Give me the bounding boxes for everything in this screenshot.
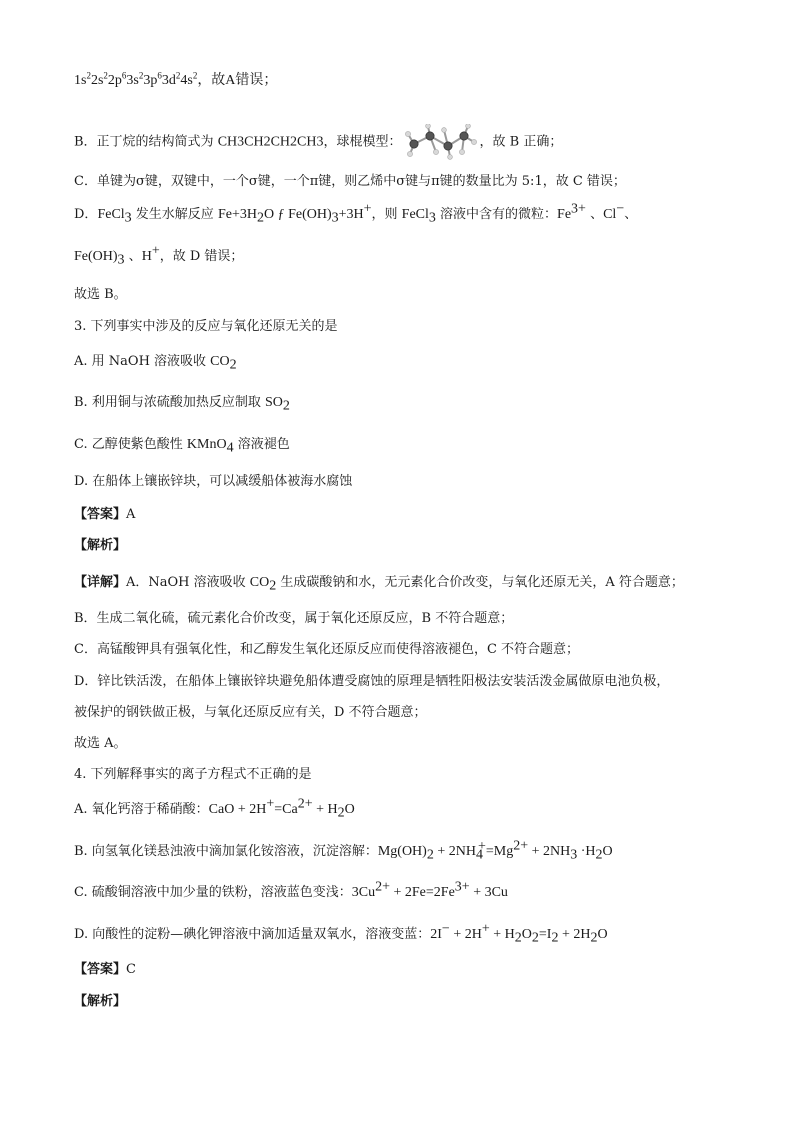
q3-option-c: C. 乙醇使紫色酸性 KMnO$_4$ 溶液褪色: [74, 437, 290, 456]
option-b-explanation: B．正丁烷的结构简式为 CH3CH2CH2CH3，球棍模型： ，故 B 正确；: [74, 124, 562, 160]
choose-b: 故选 B。: [74, 287, 127, 302]
q4-option-b: B. 向氢氧化镁悬浊液中滴加氯化铵溶液，沉淀溶解：$Mg(OH)_2 + 2NH_4^+=Mg^{2+} + 2NH_3 \cdot H_2O$: [74, 838, 613, 863]
q3-detail-c: C．高锰酸钾具有强氧化性，和乙醇发生氧化还原反应而使得溶液褪色，C 不符合题意；: [74, 642, 580, 657]
q3-choose: 故选 A。: [74, 736, 127, 751]
q4-option-a: A. 氧化钙溶于稀硝酸：CaO + $2H^+=Ca^{2+} + H_2O$: [74, 796, 355, 821]
q4-option-c: C. 硫酸铜溶液中加少量的铁粉，溶液蓝色变浅：$3Cu^{2+} + 2Fe=2Fe^{3+} + 3Cu$: [74, 879, 508, 900]
option-d-explanation-line1: D．FeCl$_3$ 发生水解反应 $Fe+3H_2O$ ƒ $Fe(OH)_3+3H^+$，则 FeCl$_3$ 溶液中含有的微粒：$Fe^{3+}$ 、Cl−、: [74, 201, 638, 226]
q4-stem: 4. 下列解释事实的离子方程式不正确的是: [74, 767, 312, 782]
q3-option-a: A. 用 NaOH 溶液吸收 $CO_2$: [74, 354, 237, 373]
q3-option-b: B. 利用铜与浓硫酸加热反应制取 $SO_2$: [74, 395, 290, 414]
q3-detail-d-line1: D．锌比铁活泼，在船体上镶嵌锌块避免船体遭受腐蚀的原理是牺牲阳极法安装活泼金属做原电池负极，: [74, 674, 670, 689]
q3-option-d: D. 在船体上镶嵌锌块，可以减缓船体被海水腐蚀: [74, 474, 353, 489]
q4-analysis-tag: 【解析】: [74, 994, 127, 1009]
q4-answer: 【答案】C: [74, 962, 136, 977]
q3-detail-b: B．生成二氧化硫，硫元素化合价改变，属于氧化还原反应，B 不符合题意；: [74, 611, 514, 626]
q3-answer: 【答案】A: [74, 507, 136, 522]
q4-option-d: D. 向酸性的淀粉—碘化钾溶液中滴加适量双氧水，溶液变蓝：$2I^- + 2H^+ + H_2O_2=I_2 + 2H_2O$: [74, 921, 608, 946]
electron-config-line: $1s^22s^22p^63s^23p^63d^24s^2$，故A错误；: [74, 70, 278, 88]
q3-stem: 3. 下列事实中涉及的反应与氧化还原无关的是: [74, 319, 338, 334]
option-c-explanation: C．单键为σ键，双键中，一个σ键，一个π键，则乙烯中σ键与π键的数量比为 5:1，故 C 错误；: [74, 174, 626, 189]
q3-detail-a: 【详解】A．NaOH 溶液吸收 $CO_2$ 生成碳酸钠和水，无元素化合价改变，与氧化还原无关，A 符合题意；: [74, 575, 684, 594]
butane-ball-stick-model: [404, 124, 478, 160]
q3-analysis-tag: 【解析】: [74, 538, 127, 553]
q3-detail-d-line2: 被保护的钢铁做正极，与氧化还原反应有关，D 不符合题意；: [74, 705, 427, 720]
option-d-explanation-line2: $Fe(OH)_3$ 、H+，故 D 错误；: [74, 243, 244, 268]
